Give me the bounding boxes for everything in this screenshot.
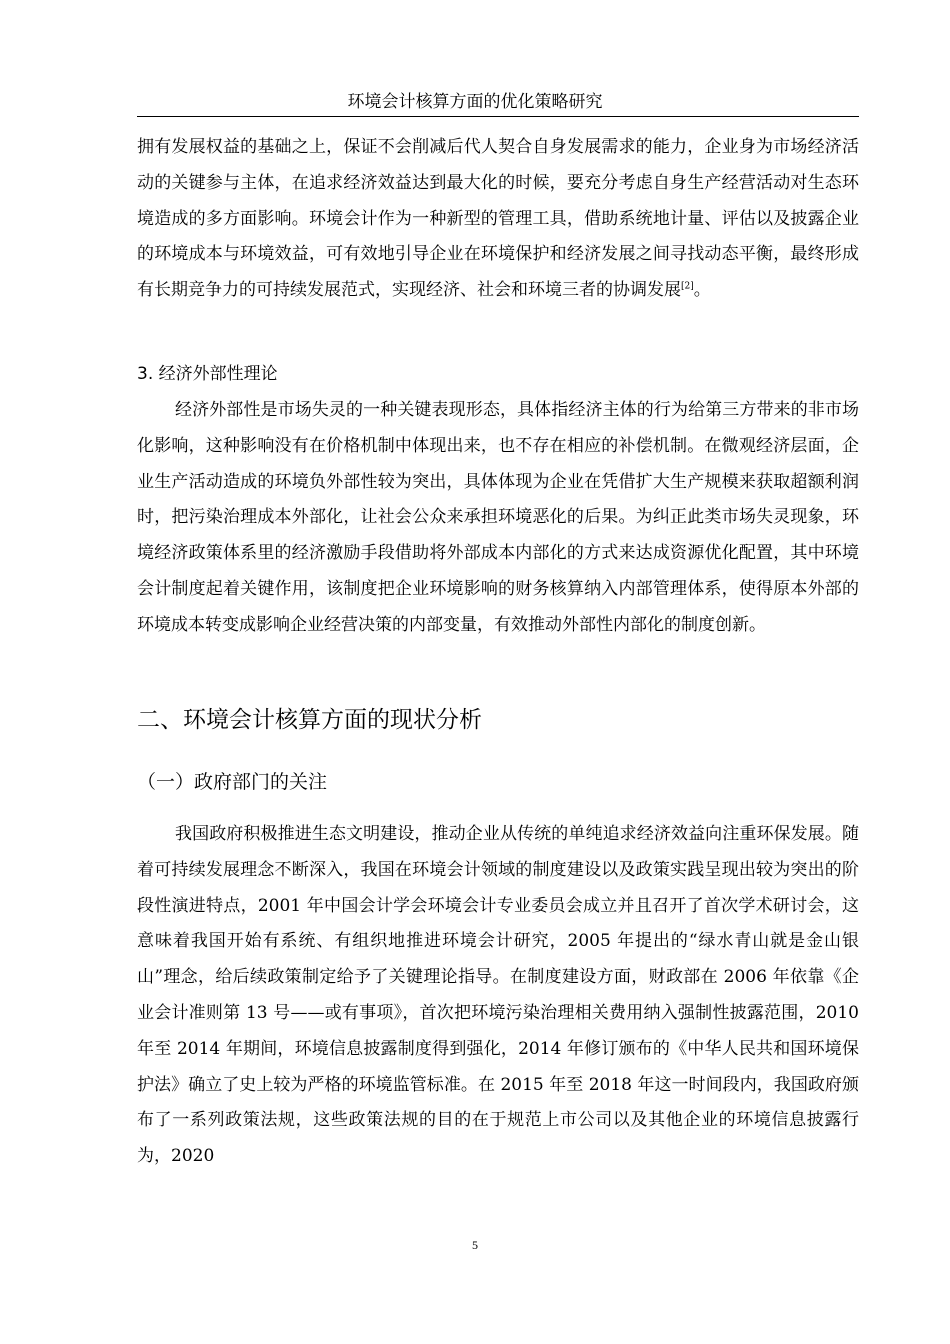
paragraph-externality [137,393,859,644]
paragraph-sustainable-development [137,130,859,309]
paragraph-government [137,817,859,1175]
header-divider [137,116,859,117]
subheading-externality-theory: 3. 经济外部性理论 [137,364,278,384]
running-header-title: 环境会计核算方面的优化策略研究 [347,92,603,112]
page-number: 5 [472,1238,478,1252]
section-heading-status-analysis: 二、环境会计核算方面的现状分析 [137,707,482,733]
paragraph-text: 拥有发展权益的基础之上，保证不会削减后代人契合自身发展需求的能力，企业身为市场经济活动的关键参与主体，在追求经济效益达到最大化的时候，要充分考虑自身生产经营活动对生态环境造成的多方面影响。环境会计作为一种新型的管理工具，借助系统地计量、评估以及披露企业的环境成本与环境效益，可有效地引导企业在环境保护和经济发展之间寻找动态平衡，最终形成有长期竞争力的可持续发展范式，实现经济、社会和环境三者的协调发展 [137,137,859,301]
subsection-heading-government: （一）政府部门的关注 [137,771,328,793]
paragraph-end: 。 [693,280,711,301]
paragraph-text: 我国政府积极推进生态文明建设，推动企业从传统的单纯追求经济效益向注重环保发展。随着可持续发展理念不断深入，我国在环境会计领域的制度建设以及政策实践呈现出较为突出的阶段性演进特点，2001 年中国会计学会环境会计专业委员会成立并且召开了首次学术研讨会，这意味着我国开始有系统、有组织地推进环境会计研究，2005 年提出的“绿水青山就是金山银山”理念，给后续政策制定给予了关键理论指导。在制度建设方面，财政部在 2006 年依靠《企业会计准则第 13 号——或有事项》，首次把环境污染治理相关费用纳入强制性披露范围，2010 年至 2014 年期间，环境信息披露制度得到强化，2014 年修订颁布的《中华人民共和国环境保护法》确立了史上较为严格的环境监管标准。在 2015 年至 2018 年这一时间段内，我国政府颁布了一系列政策法规，这些政策法规的目的在于规范上市公司以及其他企业的环境信息披露行为，2020 [137,824,859,1167]
paragraph-text: 经济外部性是市场失灵的一种关键表现形态，具体指经济主体的行为给第三方带来的非市场化影响，这种影响没有在价格机制中体现出来，也不存在相应的补偿机制。在微观经济层面，企业生产活动造成的环境负外部性较为突出，具体体现为企业在凭借扩大生产规模来获取超额利润时，把污染治理成本外部化，让社会公众来承担环境恶化的后果。为纠正此类市场失灵现象，环境经济政策体系里的经济激励手段借助将外部成本内部化的方式来达成资源优化配置，其中环境会计制度起着关键作用，该制度把企业环境影响的财务核算纳入内部管理体系，使得原本外部的环境成本转变成影响企业经营决策的内部变量，有效推动外部性内部化的制度创新。 [137,400,859,635]
citation-ref: [2] [681,281,694,292]
